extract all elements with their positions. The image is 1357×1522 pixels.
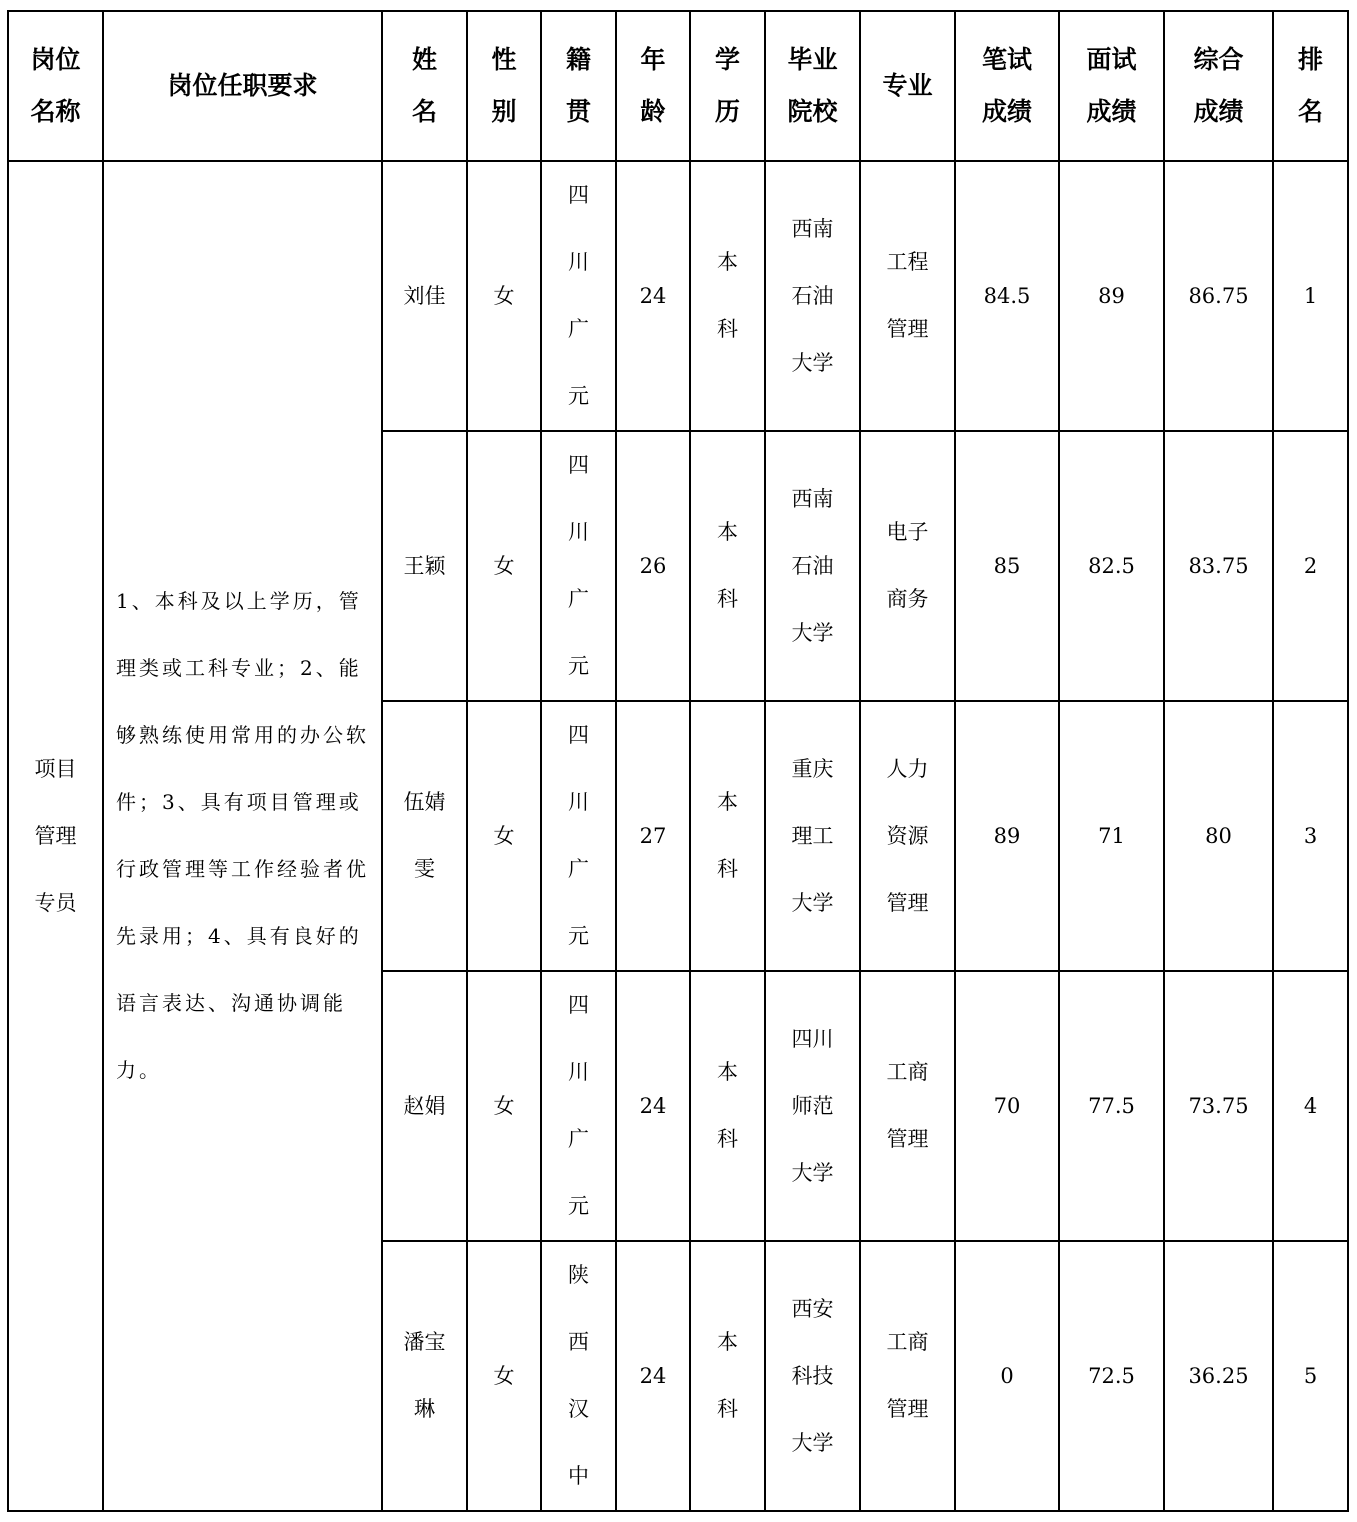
gender-cell: 女 — [467, 1241, 541, 1511]
header-major: 专业 — [860, 11, 955, 161]
gender-cell: 女 — [467, 161, 541, 431]
header-name: 姓名 — [382, 11, 467, 161]
interview-score-cell: 89 — [1059, 161, 1164, 431]
school-cell: 西南石油大学 — [765, 161, 860, 431]
school-cell: 西南石油大学 — [765, 431, 860, 701]
gender-cell: 女 — [467, 431, 541, 701]
rank-cell: 1 — [1273, 161, 1348, 431]
education-cell: 本科 — [690, 971, 765, 1241]
interview-score-cell: 82.5 — [1059, 431, 1164, 701]
header-written: 笔试成绩 — [955, 11, 1059, 161]
school-cell: 重庆理工大学 — [765, 701, 860, 971]
interview-score-cell: 71 — [1059, 701, 1164, 971]
table-row — [8, 161, 1348, 431]
gender-cell: 女 — [467, 971, 541, 1241]
rank-cell: 3 — [1273, 701, 1348, 971]
header-education: 学历 — [690, 11, 765, 161]
header-row — [8, 11, 1348, 161]
school-cell: 西安科技大学 — [765, 1241, 860, 1511]
education-cell: 本科 — [690, 1241, 765, 1511]
header-requirements: 岗位任职要求 — [103, 11, 382, 161]
header-interview: 面试成绩 — [1059, 11, 1164, 161]
gender-cell: 女 — [467, 701, 541, 971]
position-cell: 项目管理专员 — [8, 161, 103, 1511]
written-score-cell: 84.5 — [955, 161, 1059, 431]
results-table — [7, 10, 1349, 1512]
name-cell: 赵娟 — [382, 971, 467, 1241]
rank-cell: 4 — [1273, 971, 1348, 1241]
written-score-cell: 70 — [955, 971, 1059, 1241]
header-total: 综合成绩 — [1164, 11, 1273, 161]
major-cell: 人力资源管理 — [860, 701, 955, 971]
education-cell: 本科 — [690, 701, 765, 971]
age-cell: 24 — [616, 161, 690, 431]
header-gender: 性别 — [467, 11, 541, 161]
written-score-cell: 89 — [955, 701, 1059, 971]
total-score-cell: 80 — [1164, 701, 1273, 971]
major-cell: 电子商务 — [860, 431, 955, 701]
age-cell: 24 — [616, 1241, 690, 1511]
origin-cell: 四川广元 — [541, 431, 616, 701]
school-cell: 四川师范大学 — [765, 971, 860, 1241]
interview-score-cell: 72.5 — [1059, 1241, 1164, 1511]
requirements-cell: 1、本科及以上学历，管理类或工科专业；2、能够熟练使用常用的办公软件；3、具有项目管理或行政管理等工作经验者优先录用；4、具有良好的语言表达、沟通协调能力。 — [103, 161, 382, 1511]
major-cell: 工商管理 — [860, 1241, 955, 1511]
origin-cell: 陕西汉中 — [541, 1241, 616, 1511]
name-cell: 伍婧雯 — [382, 701, 467, 971]
name-cell: 王颖 — [382, 431, 467, 701]
header-age: 年龄 — [616, 11, 690, 161]
header-origin: 籍贯 — [541, 11, 616, 161]
rank-cell: 5 — [1273, 1241, 1348, 1511]
education-cell: 本科 — [690, 431, 765, 701]
total-score-cell: 73.75 — [1164, 971, 1273, 1241]
header-school: 毕业院校 — [765, 11, 860, 161]
total-score-cell: 83.75 — [1164, 431, 1273, 701]
header-rank: 排名 — [1273, 11, 1348, 161]
origin-cell: 四川广元 — [541, 161, 616, 431]
age-cell: 24 — [616, 971, 690, 1241]
name-cell: 刘佳 — [382, 161, 467, 431]
written-score-cell: 0 — [955, 1241, 1059, 1511]
rank-cell: 2 — [1273, 431, 1348, 701]
interview-score-cell: 77.5 — [1059, 971, 1164, 1241]
major-cell: 工商管理 — [860, 971, 955, 1241]
origin-cell: 四川广元 — [541, 701, 616, 971]
age-cell: 27 — [616, 701, 690, 971]
education-cell: 本科 — [690, 161, 765, 431]
age-cell: 26 — [616, 431, 690, 701]
total-score-cell: 86.75 — [1164, 161, 1273, 431]
written-score-cell: 85 — [955, 431, 1059, 701]
origin-cell: 四川广元 — [541, 971, 616, 1241]
total-score-cell: 36.25 — [1164, 1241, 1273, 1511]
major-cell: 工程管理 — [860, 161, 955, 431]
name-cell: 潘宝琳 — [382, 1241, 467, 1511]
header-position: 岗位名称 — [8, 11, 103, 161]
